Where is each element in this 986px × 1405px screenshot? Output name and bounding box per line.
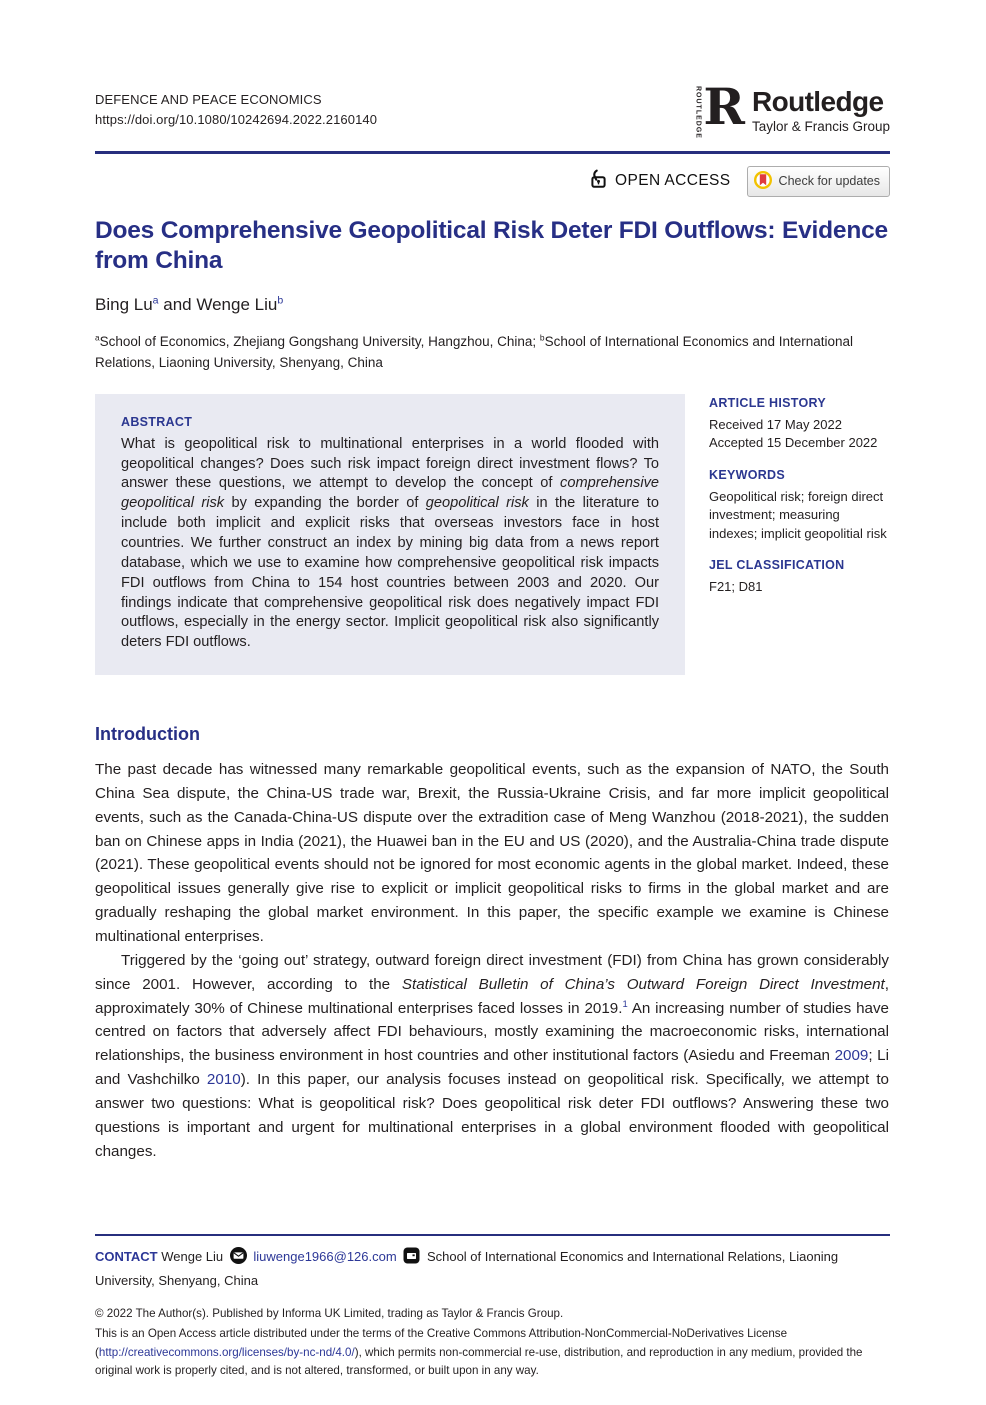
accepted-date: Accepted 15 December 2022	[709, 435, 878, 451]
jel-section	[709, 558, 889, 596]
keywords-text: Geopolitical risk; foreign direct investment; measuring indexes; implicit geopolitial risk	[709, 488, 887, 541]
open-access-label: OPEN ACCESS	[615, 172, 731, 189]
article-title: Does Comprehensive Geopolitical Risk Deter FDI Outflows: Evidence from China	[95, 217, 888, 275]
affiliation-icon	[403, 1247, 420, 1271]
copyright-line: © 2022 The Author(s). Published by Informa UK Limited, trading as Taylor & Francis Group.	[95, 1306, 564, 1320]
keywords-heading: KEYWORDS	[709, 467, 786, 482]
section-heading-introduction: Introduction	[95, 724, 200, 745]
publisher-name: Routledge	[751, 86, 884, 117]
inline-link[interactable]: 2009	[834, 1047, 869, 1065]
contact-name: Wenge Liu	[161, 1249, 224, 1265]
intro-paragraph-2: Triggered by the ‘going out’ strategy, outward foreign direct investment (FDI) from China has grown considerably since 2001. However, according to the Statistical Bulletin of China’s Outward Foreign Direct Investment, approximately 30% of Chinese multinational enterprises faced losses in 2019.$^1$ An increasing number of studies have centred on factors that adversely affect FDI behaviours, mostly examining the macroeconomic risks, international relationships, the business environment in host countries and other institutional factors (Asiedu and Freeman 2009; Li and Vashchilko 2010). In this paper, our analysis focuses instead on geopolitical risk. Specifically, we attempt to answer two questions: What is geopolitical risk? Does geopolitical risk deter FDI outflows? Answering these two questions is important and urgent for multinational enterprises in a global environment flooded with geopolitical changes.	[95, 951, 890, 1160]
received-date: Received 17 May 2022	[709, 416, 842, 432]
contact-address: School of International Economics and International Relations, Liaoning University, Shenyang, China	[95, 1249, 839, 1289]
routledge-mark-icon: ROUTLEDGE R	[694, 77, 743, 139]
copyright-block	[95, 1305, 890, 1381]
superscript-marker[interactable]: b	[277, 294, 284, 307]
abstract-box	[95, 394, 685, 675]
superscript-marker[interactable]: 1	[622, 997, 628, 1009]
journal-meta	[95, 84, 377, 130]
header-rule	[95, 151, 890, 154]
check-for-updates-label: Check for updates	[778, 174, 880, 188]
abstract-heading: ABSTRACT	[121, 414, 193, 429]
contact-label: CONTACT	[95, 1249, 158, 1265]
check-for-updates-button[interactable]	[747, 166, 890, 197]
license-line: This is an Open Access article distributed under the terms of the Creative Commons Attribution-NonCommercial-NoDerivatives License (http://creativecommons.org/licenses/by-nc-nd/4.0/), which permits non-commercial re-use, distribution, and reproduction in any medium, provided the original work is properly cited, and is not altered, transformed, or built upon in any way.	[95, 1327, 863, 1378]
crossmark-icon	[753, 170, 773, 193]
contact-line	[95, 1247, 890, 1292]
open-access-badge[interactable]	[589, 168, 731, 194]
email-icon	[230, 1247, 247, 1271]
journal-name: DEFENCE AND PEACE ECONOMICS	[95, 92, 322, 107]
publisher-group: Taylor & Francis Group	[751, 119, 890, 134]
keywords-section	[709, 468, 889, 543]
inline-link[interactable]: 2010	[206, 1071, 241, 1089]
jel-text: F21; D81	[709, 579, 763, 595]
page-header	[95, 77, 890, 195]
article-info-sidebar	[709, 394, 889, 675]
author-line: Bing Lu$^a$ and Wenge Liu$^b$	[95, 294, 284, 315]
superscript-marker[interactable]: a	[152, 294, 159, 307]
affiliations: $^a$School of Economics, Zhejiang Gongshang University, Hangzhou, China; $^b$School of International Economics and International Relations, Liaoning University, Shenyang, China	[95, 332, 854, 370]
open-lock-icon	[589, 168, 608, 194]
first-page-footer	[95, 1234, 890, 1381]
footer-rule	[95, 1234, 890, 1237]
jel-heading: JEL CLASSIFICATION	[709, 558, 845, 573]
inline-link[interactable]: http://creativecommons.org/licenses/by-nc-nd/4.0/	[98, 1345, 355, 1359]
publisher-logo	[694, 77, 890, 142]
article-history-heading: ARTICLE HISTORY	[709, 395, 827, 410]
intro-paragraph-1: The past decade has witnessed many remarkable geopolitical events, such as the expansion of NATO, the South China Sea dispute, the China-US trade war, Brexit, the Russia-Ukraine Crisis, and far more implicit geopolitical events, such as the Canada-China-US dispute over the extradition case of Meng Wanzhou (2018-2021), the sudden ban on Chinese apps in India (2021), the Huawei ban in the EU and US (2020), and the Australia-China trade dispute (2021). These geopolitical events should not be ignored for most economic agents in the global market. Indeed, these geopolitical issues generally give rise to explicit or implicit geopolitical risks to firms in the global market and are gradually reshaping the global market environment. In this paper, the specific example we examine is Chinese multinational enterprises.	[95, 761, 889, 946]
contact-email-link[interactable]: liuwenge1966@126.com	[253, 1249, 397, 1265]
article-history-section	[709, 396, 889, 453]
abstract-text: What is geopolitical risk to multinational enterprises in a world flooded with geopolitical changes? Does such risk impact foreign direct investment flows? To answer these questions, we attempt to develop the concept of comprehensive geopolitical risk by expanding the border of geopolitical risk in the literature to include both implicit and explicit risks that overseas investors face in host countries. We further construct an index by mining big data from a news report database, which we use to examine how comprehensive geopolitical risk impacts FDI outflows from China to 154 host countries between 2003 and 2020. Our findings indicate that comprehensive geopolitical risk does negatively impact FDI outflows, especially in the energy sector. Implicit geopolitical risk also significantly deters FDI outflows.	[121, 435, 659, 651]
doi-link[interactable]: https://doi.org/10.1080/10242694.2022.2160140	[95, 112, 378, 128]
article-body	[95, 675, 890, 1164]
